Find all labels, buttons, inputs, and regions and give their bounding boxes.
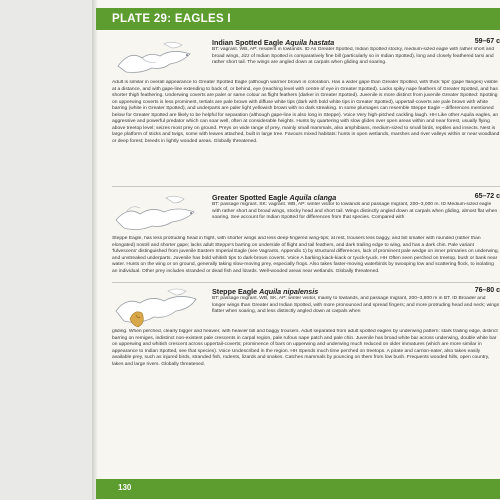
species-text-side: BT: vagrant. WB, AP: resident in lowlands. ID As Greater Spotted, Indian Spotted stocky, medium-sized eagle with rather short and broad wings, Jizz of Indian Spotted is comparatively fine bill (particularly so in Indian Spotted), long and closely feathered tarsi and rather short tail. The wings are angled down at carpals when gliding and soaring.: [212, 47, 495, 66]
species-text-side: BT: passage migrant. WB, SK, AP: winter visitor, mainly to lowlands, and passage migrant, 200–3,800 m in BT. ID Broader and longer wings than Greater and Indian Spotted, with more pronounced and spread fingers; and more protruding head and neck; wings flatter when soaring, and less distinctly angled down at carpals when: [212, 296, 500, 315]
plate-title: PLATE 29: EAGLES I: [112, 13, 231, 25]
species-text: Adult is similar in overall appearance to Greater Spotted Eagle (although warmer brown in coloration. Has a wider gape than Greater Spotted, with thick 'lips' (gape flanges) visible at a distance, and with gape-line extending to back of, or behind, eye (reaching level with centre of eye in Greater Spotted). Lacks spiky nape feathers of Greater Spotted, and has shorter thigh feathering. Underwing coverts are paler or same colour as flight feathers (darker in Greater Spotted). Juvenile is more distinct from juvenile Greater Spotted: Spotting on upperwing coverts is less prominent, tertials are pale brown with diffuse white tips (dark with bold white tips in Greater Spotted), uppertail-coverts are pale brown with white barring (white in Greater Spotted), and underparts are paler light yellowish brown with no dark streaking. In some plumages can resemble Steppe Eagle – differences mentioned below for Greater Spotted are likely to be helpful for separation (although gape-line is also long in Steppe). Voice Very high-pitched cackling laugh. HH Like other Aquila eagles, an aggressive and powerful predator which can soar well, often at considerable heights. Hunts by quartering with slow glides over open areas within and near forest, usually flying above treetop level; seizes most prey on ground. Preys on wide range of prey, mainly small mammals, also amphibians, medium-sized to small birds, reptiles and insects. Nest is large platform of sticks and twigs, some with leaves attached, built in large tree. Favours mixed habitats: hunts in open wetlands, marshes and river valleys within or near woodland or deep forest; breeds in lightly wooded areas. Globally threatened.: [112, 80, 500, 144]
page-gutter: [92, 0, 98, 500]
species-latin-name: Aquila nipalensis: [259, 287, 319, 296]
species-text: gliding. When perched, clearly bigger and heavier, with heavier bill and baggy trousers. Adult separated from adult spotted eagles by underwing pattern: stark trailing edge, distinct barring on remiges, indistinct non-existent pale crescents in carpal region, pale rufous nape patch and pale chin. Juvenile has broad white bar across underwing, double white bar on upperwing and whitish crescent across uppertail-coverts; prominence of bars on upperwing and underwing much reduced on older immatures (which are more similar in appearance to Indian Spotted, see that species). Voice Undescribed in the region. HH Spends much time perched on treetops. A pirate and carrion-eater, also takes easily available prey, such as injured birds, stranded fish, rodents, lizards and snakes. Catches mammals by pouncing on them from low bush. Frequents wooded hills, open country, lakes and large rivers. Globally threatened.: [112, 329, 498, 367]
species-name: [212, 193, 336, 202]
species-text: Steppe Eagle, has less protruding head in flight, with shorter wings and less deep-fingered wing-tips; at rest, trousers less baggy, and bill smaller with rounded (rather than elongated) nostril and shorter gape; lacks adult Steppe's barring on underside of flight and tail feathers, and dark trailing edge to wing, and has a dark chin. Pale variant 'fulvescens' distinguished from juvenile Eastern Imperial Eagle (see Vagrants, Appendix 1) by structural differences, lack of prominent pale wedge on inner primaries on underwing, and unstreaked underparts. Juvenile has bold whitish tips to dark-brown coverts. Voice A barking kiack-kiack or tyuck-tyuck. HH Often seen perched on treetop, bush or bank near water. Hunts on the wing or on ground, generally taking slow-moving prey, especially frogs. Also takes faster-moving waterbirds by swooping low and scattering flock, to isolating an individual. Other prey includes stranded or dead fish and lizards. Well-wooded areas near wetlands. Globally threatened.: [112, 236, 499, 274]
species-size: 65–72 c: [474, 193, 500, 200]
species-common-name: Greater Spotted Eagle: [212, 193, 288, 202]
species-entry-indian-spotted-eagle: [112, 34, 500, 184]
species-common-name: Steppe Eagle: [212, 287, 258, 296]
page-number: 130: [118, 483, 132, 492]
species-name: [212, 38, 334, 47]
entry-divider: [112, 186, 500, 187]
species-entry-steppe-eagle: [112, 284, 500, 414]
greater-spotted-eagle-illustration: [112, 192, 208, 238]
species-size: 59–67 c: [474, 38, 500, 45]
species-text-side: BT: passage migrant. SK: vagrant. WB, AP: winter visitor to lowlands and passage migrant, 200–3,000 m. ID Medium-sized eagle with rather short and broad wings, stocky head and short tail. Wings distinctly angled down at carpals when gliding, almost flat when soaring. See account for Indian Spotted for differences from that species. Compared with: [212, 202, 498, 221]
species-entry-greater-spotted-eagle: [112, 190, 500, 284]
species-latin-name: Aquila hastata: [285, 38, 335, 47]
species-size: 76–80 c: [474, 287, 500, 294]
steppe-eagle-illustration: [112, 285, 208, 331]
species-common-name: Indian Spotted Eagle: [212, 38, 284, 47]
species-name: [212, 287, 318, 296]
entry-divider: [112, 282, 500, 283]
indian-spotted-eagle-illustration: [112, 36, 208, 82]
species-latin-name: Aquila clanga: [289, 193, 337, 202]
page-number-band: [96, 479, 500, 499]
